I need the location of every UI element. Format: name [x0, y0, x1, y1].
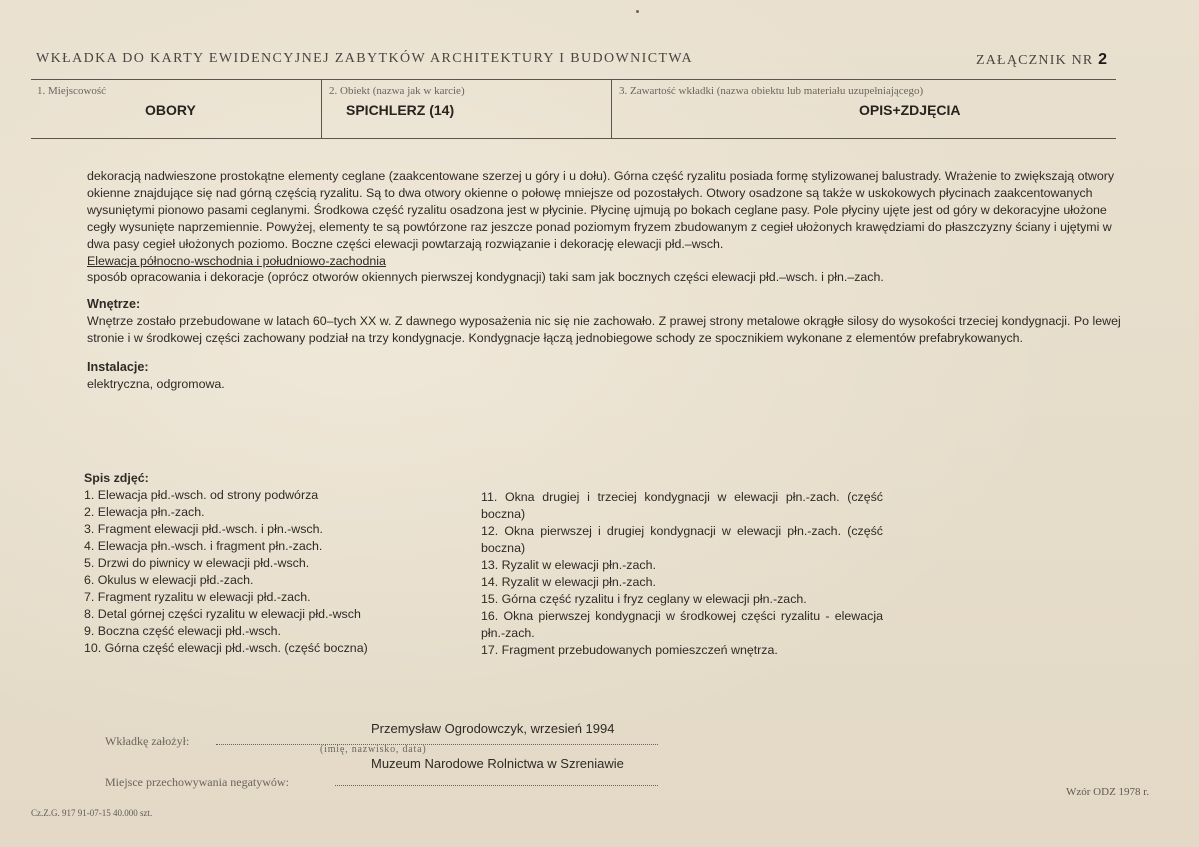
description-body: [87, 168, 1122, 393]
author-caption: (imię, nazwisko, data): [320, 744, 427, 755]
field-object-label: 2. Obiekt (nazwa jak w karcie): [329, 85, 465, 97]
list-item: 4. Elewacja płn.-wsch. i fragment płn.-zach.: [84, 539, 323, 553]
storage-value: Muzeum Narodowe Rolnictwa w Szreniawie: [371, 756, 624, 771]
paper-mark: [636, 10, 639, 13]
list-item: 11. Okna drugiej i trzeciej kondygnacji w elewacji płn.-zach. (część boczna): [481, 490, 883, 521]
list-item: 6. Okulus w elewacji płd.-zach.: [84, 573, 254, 587]
header-fields-box: [31, 79, 1116, 139]
field-content: [611, 80, 1117, 138]
author-value: Przemysław Ogrodowczyk, wrzesień 1994: [371, 721, 615, 736]
field-content-value: OPIS+ZDJĘCIA: [859, 102, 961, 118]
list-item: 12. Okna pierwszej i drugiej kondygnacji w elewacji płn.-zach. (część boczna): [481, 524, 883, 555]
field-object-value: SPICHLERZ (14): [346, 102, 455, 118]
field-location-value: OBORY: [145, 102, 196, 118]
annex-value: 2: [1098, 51, 1108, 68]
field-object: [321, 80, 612, 138]
print-code: Cz.Z.G. 917 91-07-15 40.000 szt.: [31, 808, 153, 818]
installations-text: elektryczna, odgromowa.: [87, 376, 225, 391]
author-label: Wkładkę założył:: [105, 734, 190, 748]
list-item: 1. Elewacja płd.-wsch. od strony podwórza: [84, 488, 319, 502]
storage-label: Miejsce przechowywania negatywów:: [105, 775, 289, 789]
annex-number: [976, 51, 1107, 69]
author-dotted-line: [216, 744, 658, 745]
photo-list-right: [481, 489, 883, 659]
interior-heading: Wnętrze:: [87, 297, 141, 312]
list-item: 16. Okna pierwszej kondygnacji w środkowej części ryzalitu - elewacja płn.-zach.: [481, 609, 883, 640]
subheading-elevations: Elewacja północno-wschodnia i południowo-zachodnia: [87, 253, 386, 268]
form-title: WKŁADKA DO KARTY EWIDENCYJNEJ ZABYTKÓW ARCHITEKTURY I BUDOWNICTWA: [36, 51, 693, 66]
list-item: 3. Fragment elewacji płd.-wsch. i płn.-wsch.: [84, 522, 323, 536]
field-content-label: 3. Zawartość wkładki (nazwa obiektu lub materiału uzupełniającego): [619, 85, 924, 97]
annex-label: ZAŁĄCZNIK NR: [976, 53, 1094, 68]
field-location: [31, 80, 321, 138]
list-item: 5. Drzwi do piwnicy w elewacji płd.-wsch.: [84, 556, 310, 570]
list-item: 13. Ryzalit w elewacji płn.-zach.: [481, 558, 656, 572]
list-item: 7. Fragment ryzalitu w elewacji płd.-zach.: [84, 590, 311, 604]
field-location-label: 1. Miejscowość: [37, 85, 107, 97]
template-code: Wzór ODZ 1978 r.: [1066, 786, 1150, 798]
photo-list-heading: Spis zdjęć:: [84, 471, 149, 485]
list-item: 14. Ryzalit w elewacji płn.-zach.: [481, 575, 656, 589]
storage-dotted-line: [335, 785, 658, 786]
list-item: 10. Górna część elewacji płd.-wsch. (część boczna): [84, 641, 368, 655]
list-item: 17. Fragment przebudowanych pomieszczeń wnętrza.: [481, 643, 778, 657]
interior-text: Wnętrze zostało przebudowane w latach 60–tych XX w. Z dawnego wyposażenia nic się nie zachowało. Z prawej strony metalowe okrągłe silosy do wysokości trzeciej kondygnacji. Po lewej stronie i w środkowej części zachowany podział na trzy kondygnacje. Kondygnacje łączą jednobiegowe schody ze spocznikiem wykonane z elementów prefabrykowanych.: [87, 314, 1121, 346]
paragraph-facade: dekoracją nadwieszone prostokątne elementy ceglane (zaakcentowane szerzej u góry i u dołu). Górna część ryzalitu posiada formę stylizowanej balustrady. Wrażenie to zwiększają otwory okienne znajdujące się nad górną częścią ryzalitu. Są to dwa otwory okienne o połowę mniejsze od pozostałych. Otwory osadzone są także w uskokowych płycinach zaakcentowanych wysuniętymi pionowo pasami ceglanymi. Środkowa część ryzalitu osadzona jest w płycinie. Płycinę ujmują po bokach ceglane pasy. Pole płyciny ujęte jest od góry w dekoracyjne ułożone cegły wysunięte naprzemiennie. Powyżej, elementy te są powtórzone raz jeszcze ponad poziomym fryzem zbudowanym z cegieł ułożonych krawędziami do płaszczyzny ściany i ujętymi w dwa pasy cegieł ułożonych poziomo. Boczne części elewacji powtarzają rozwiązanie i dekorację elewacji płd.–wsch.: [87, 169, 1115, 251]
paragraph-elevations: sposób opracowania i dekoracje (oprócz otworów okiennych pierwszej kondygnacji) taki sam jak bocznych części elewacji płd.–wsch. i płn.–zach.: [87, 270, 884, 285]
list-item: 9. Boczna część elewacji płd.-wsch.: [84, 624, 281, 638]
list-item: 15. Górna część ryzalitu i fryz ceglany w elewacji płn.-zach.: [481, 592, 807, 606]
list-item: 2. Elewacja płn.-zach.: [84, 505, 205, 519]
installations-heading: Instalacje:: [87, 360, 149, 375]
photo-list-left: [84, 470, 464, 657]
list-item: 8. Detal górnej części ryzalitu w elewacji płd.-wsch: [84, 607, 361, 621]
